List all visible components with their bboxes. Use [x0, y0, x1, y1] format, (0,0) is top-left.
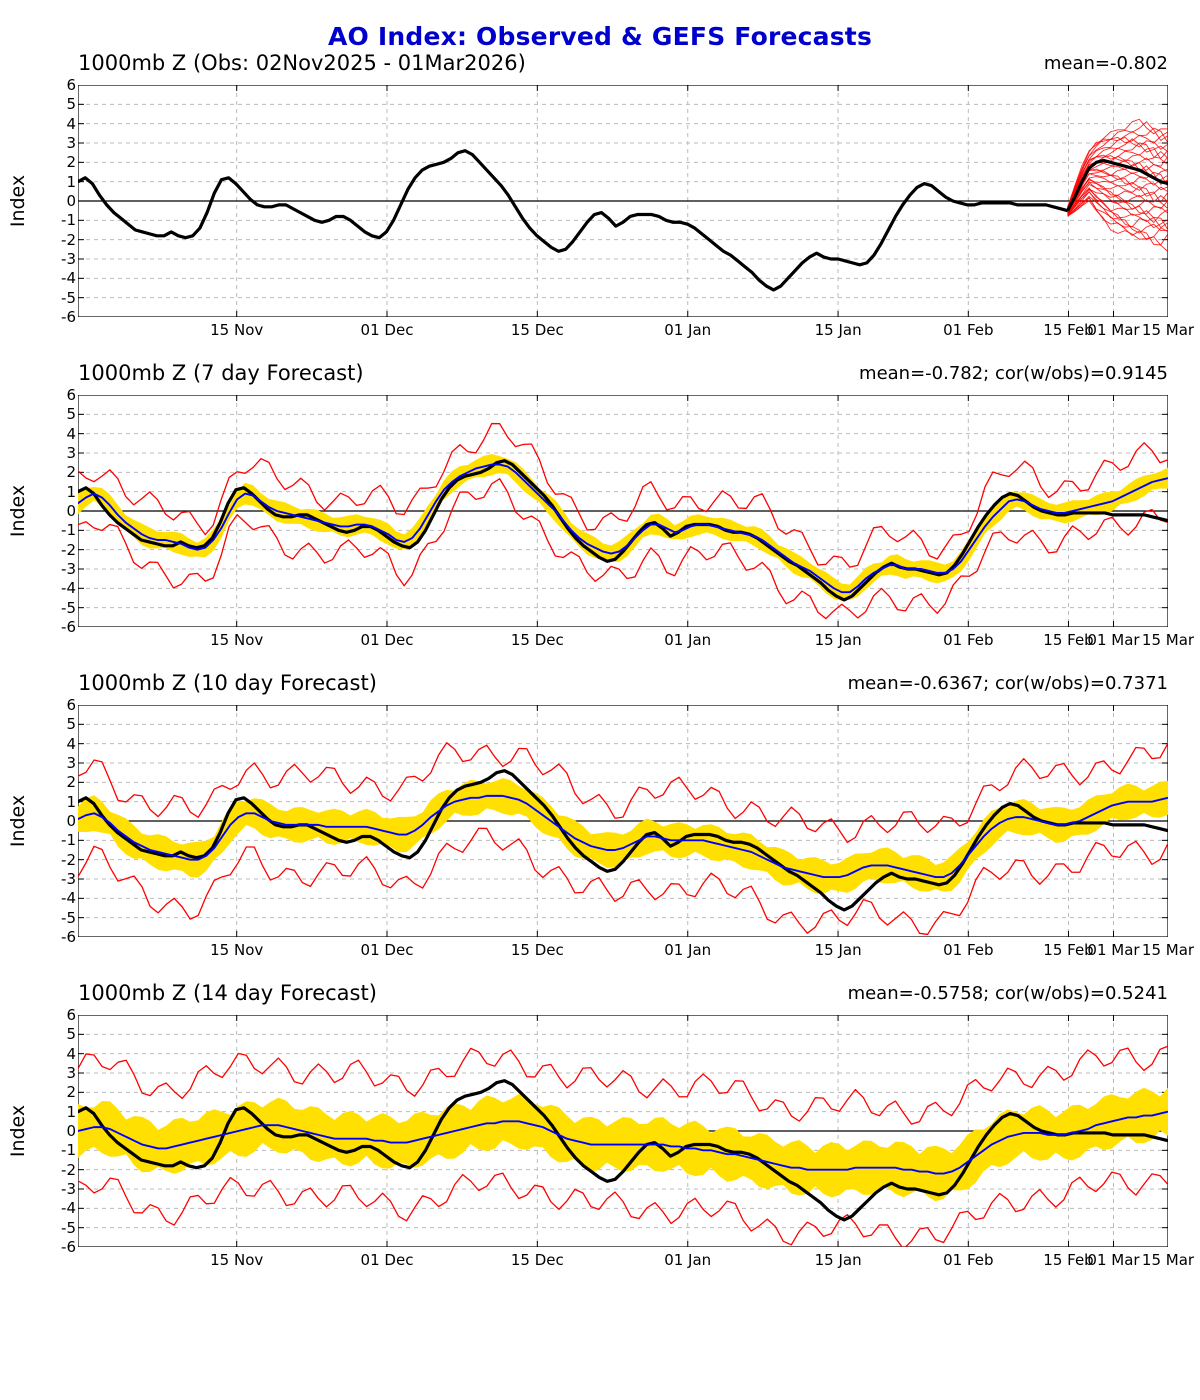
y-tick-label: 2 — [66, 463, 76, 482]
x-tick-label: 15 Dec — [510, 321, 564, 339]
y-tick-label: -2 — [61, 1160, 76, 1179]
page-title: AO Index: Observed & GEFS Forecasts — [327, 22, 873, 51]
y-tick-label: -4 — [61, 1199, 76, 1218]
x-tick-label: 01 Dec — [360, 941, 414, 959]
y-tick-label: -5 — [61, 1218, 76, 1237]
x-tick-label: 15 Mar — [1141, 631, 1195, 649]
y-axis-label-text: Index — [7, 484, 29, 538]
panel-stats: mean=-0.6367; cor(w/obs)=0.7371 — [847, 673, 1168, 694]
x-tick-label: 01 Feb — [943, 941, 994, 959]
y-tick-label: 6 — [66, 696, 76, 714]
panel-title: 1000mb Z (10 day Forecast) — [78, 671, 377, 695]
y-axis-label-text: Index — [7, 174, 29, 228]
y-tick-label: -6 — [61, 928, 76, 946]
x-tick-label: 01 Feb — [943, 1251, 994, 1269]
x-tick-label: 15 Feb — [1043, 1251, 1094, 1269]
panel-stats: mean=-0.5758; cor(w/obs)=0.5241 — [847, 983, 1168, 1004]
y-tick-label: 1 — [66, 1102, 76, 1121]
x-tick-label: 15 Jan — [814, 631, 862, 649]
y-tick-label: -4 — [61, 889, 76, 908]
y-tick-label: -2 — [61, 540, 76, 559]
x-tick-label: 01 Mar — [1087, 631, 1140, 649]
x-tick-label: 01 Mar — [1087, 1251, 1140, 1269]
x-tick-label: 01 Mar — [1087, 941, 1140, 959]
x-tick-label: 15 Nov — [210, 631, 264, 649]
y-tick-label: -4 — [61, 269, 76, 288]
x-tick-label: 15 Dec — [510, 631, 564, 649]
panel-header — [78, 981, 1170, 1011]
chart-svg — [78, 395, 1168, 627]
y-tick-label: -5 — [61, 288, 76, 307]
chart-panel-forecast-7day — [0, 361, 1200, 671]
y-tick-label: 6 — [66, 1006, 76, 1024]
y-tick-label: 0 — [66, 192, 76, 210]
x-tick-label: 15 Dec — [510, 1251, 564, 1269]
y-tick-label: 1 — [66, 482, 76, 501]
x-tick-label: 15 Nov — [210, 321, 264, 339]
chart-panel-forecast-10day — [0, 671, 1200, 981]
chart-svg — [78, 1015, 1168, 1247]
plot-area — [61, 696, 1195, 959]
x-tick-label: 15 Jan — [814, 1251, 862, 1269]
y-tick-label: 0 — [66, 1122, 76, 1140]
chart-panel-observed — [0, 51, 1200, 361]
y-tick-label: 5 — [66, 715, 76, 734]
x-tick-label: 15 Dec — [510, 941, 564, 959]
x-tick-label: 01 Feb — [943, 631, 994, 649]
x-tick-label: 15 Nov — [210, 941, 264, 959]
x-tick-label: 01 Jan — [664, 631, 712, 649]
y-tick-label: -6 — [61, 308, 76, 326]
y-tick-label: -1 — [61, 211, 76, 230]
y-tick-label: -5 — [61, 598, 76, 617]
panel-stack — [0, 51, 1200, 1291]
y-tick-label: -1 — [61, 1141, 76, 1160]
x-tick-label: 01 Dec — [360, 1251, 414, 1269]
x-tick-label: 15 Jan — [814, 321, 862, 339]
y-tick-label: 0 — [66, 502, 76, 520]
x-tick-label: 15 Mar — [1141, 941, 1195, 959]
panel-stats: mean=-0.802 — [1043, 53, 1168, 74]
y-axis-label-text: Index — [7, 1104, 29, 1158]
y-tick-label: -3 — [61, 1180, 76, 1198]
x-tick-label: 15 Nov — [210, 1251, 264, 1269]
y-tick-label: 6 — [66, 386, 76, 404]
y-tick-label: 2 — [66, 773, 76, 792]
plot-area — [61, 386, 1195, 649]
y-tick-label: 1 — [66, 792, 76, 811]
y-tick-label: -6 — [61, 618, 76, 636]
y-tick-label: -3 — [61, 870, 76, 888]
x-tick-label: 01 Jan — [664, 321, 712, 339]
y-tick-label: -2 — [61, 850, 76, 869]
y-tick-label: -3 — [61, 560, 76, 578]
y-tick-label: 2 — [66, 1083, 76, 1102]
y-tick-label: 4 — [66, 114, 76, 133]
panel-title: 1000mb Z (7 day Forecast) — [78, 361, 364, 385]
chart-svg — [78, 85, 1168, 317]
panel-title: 1000mb Z (Obs: 02Nov2025 - 01Mar2026) — [78, 51, 526, 75]
y-tick-label: 1 — [66, 172, 76, 191]
y-tick-label: 3 — [66, 1064, 76, 1082]
panel-stats: mean=-0.782; cor(w/obs)=0.9145 — [859, 363, 1168, 384]
y-tick-label: 4 — [66, 734, 76, 753]
x-tick-label: 01 Dec — [360, 631, 414, 649]
y-tick-label: -2 — [61, 230, 76, 249]
y-axis-label-text: Index — [7, 794, 29, 848]
x-tick-label: 15 Feb — [1043, 321, 1094, 339]
x-tick-label: 15 Jan — [814, 941, 862, 959]
x-tick-label: 15 Mar — [1141, 1251, 1195, 1269]
y-tick-label: -3 — [61, 250, 76, 268]
plot-area — [61, 1006, 1195, 1269]
y-tick-label: 2 — [66, 153, 76, 172]
y-tick-label: 3 — [66, 444, 76, 462]
y-tick-label: -4 — [61, 579, 76, 598]
y-tick-label: 5 — [66, 95, 76, 114]
x-tick-label: 01 Jan — [664, 1251, 712, 1269]
x-tick-label: 01 Jan — [664, 941, 712, 959]
x-tick-label: 15 Mar — [1141, 321, 1195, 339]
y-tick-label: 0 — [66, 812, 76, 830]
y-tick-label: 5 — [66, 1025, 76, 1044]
y-tick-label: 4 — [66, 424, 76, 443]
x-tick-label: 15 Feb — [1043, 631, 1094, 649]
y-tick-label: 5 — [66, 405, 76, 424]
panel-header — [78, 361, 1170, 391]
x-tick-label: 01 Mar — [1087, 321, 1140, 339]
y-tick-label: 4 — [66, 1044, 76, 1063]
panel-header — [78, 671, 1170, 701]
y-tick-label: 3 — [66, 754, 76, 772]
y-tick-label: -5 — [61, 908, 76, 927]
x-tick-label: 15 Feb — [1043, 941, 1094, 959]
y-tick-label: 3 — [66, 134, 76, 152]
y-tick-label: -1 — [61, 831, 76, 850]
x-tick-label: 01 Feb — [943, 321, 994, 339]
y-tick-label: -6 — [61, 1238, 76, 1256]
chart-svg — [78, 705, 1168, 937]
y-tick-label: 6 — [66, 76, 76, 94]
y-tick-label: -1 — [61, 521, 76, 540]
panel-header — [78, 51, 1170, 81]
x-tick-label: 01 Dec — [360, 321, 414, 339]
chart-panel-forecast-14day — [0, 981, 1200, 1291]
plot-area — [61, 76, 1195, 339]
panel-title: 1000mb Z (14 day Forecast) — [78, 981, 377, 1005]
